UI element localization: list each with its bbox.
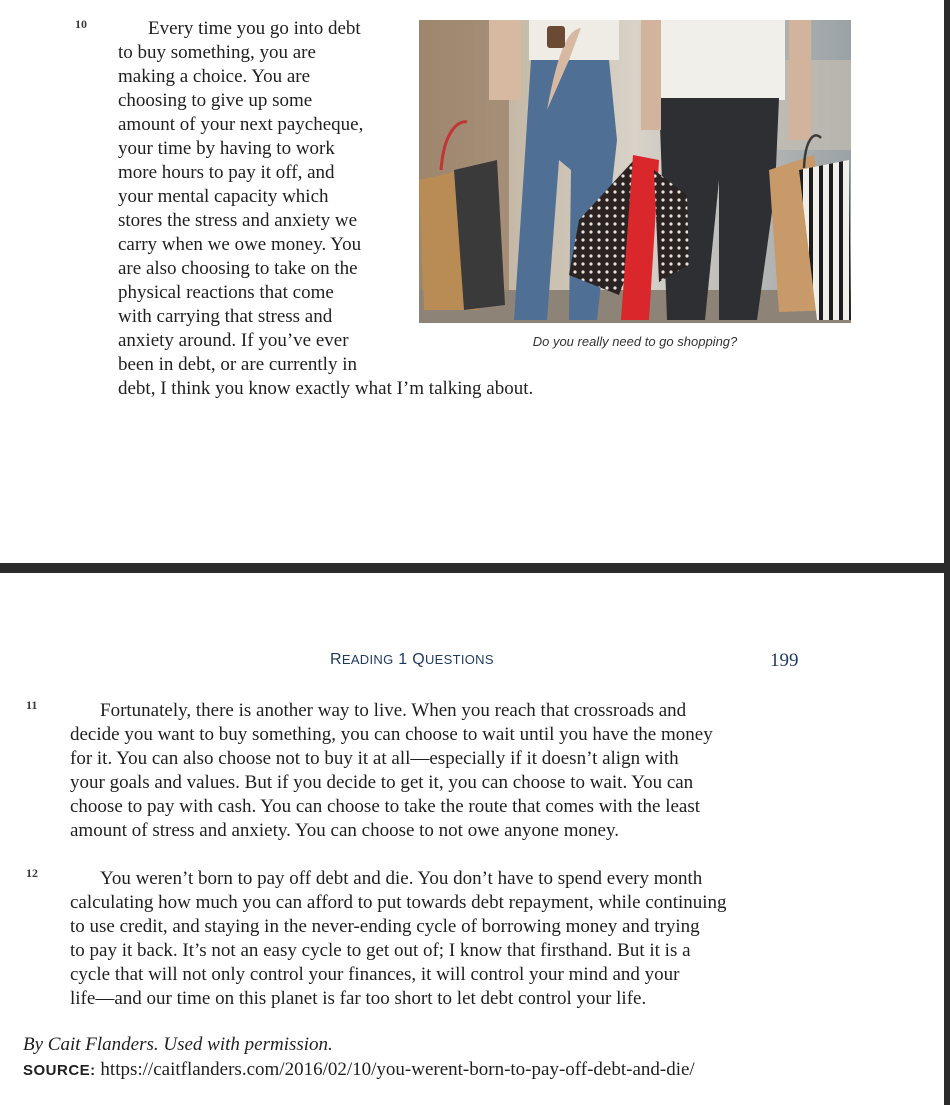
text-line: your goals and values. But if you decide to get it, you can choose to wait. You can [70,772,694,793]
viewer-right-edge [944,0,950,1105]
paragraph-number-12: 12 [26,866,38,880]
paragraph-10 [118,17,418,377]
paragraph-number-11: 11 [26,698,38,712]
text-line: choosing to give up some [118,90,313,111]
page-divider [0,563,950,573]
running-head [330,651,494,669]
source-url[interactable]: https://caitflanders.com/2016/02/10/you-werent-born-to-pay-off-debt-and-die/ [100,1059,695,1080]
text-line: carry when we owe money. You [118,234,362,255]
text-line: You weren’t born to pay off debt and die. You don’t have to spend every month [100,868,703,889]
running-head-cap: R [330,651,342,668]
text-line: amount of your next paycheque, [118,114,364,135]
text-line: to use credit, and staying in the never-ending cycle of borrowing money and trying [70,916,700,937]
text-line: decide you want to buy something, you can choose to wait until you have the money [70,724,713,745]
paragraph-number-10: 10 [75,17,87,31]
paragraph-12 [70,867,810,1011]
text-line: physical reactions that come [118,282,334,303]
running-head-smallcaps: EADING [341,652,394,667]
photo-caption: Do you really need to go shopping? [532,334,738,349]
text-line: life—and our time on this planet is far too short to let debt control your life. [70,988,647,1009]
text-line: anxiety around. If you’ve ever [118,330,349,351]
source-citation [23,1059,695,1081]
text-line: with carrying that stress and [118,306,333,327]
text-line: to buy something, you are [118,42,316,63]
text-line: to pay it back. It’s not an easy cycle to get out of; I know that firsthand. But it is a [70,940,691,961]
text-line: choose to pay with cash. You can choose to take the route that comes with the least [70,796,701,817]
source-label: SOURCE: [23,1062,96,1079]
shopping-photo [419,20,851,323]
running-head-number: 1 [398,651,408,668]
text-line: are also choosing to take on the [118,258,358,279]
text-line: your time by having to work [118,138,335,159]
running-head-cap: Q [412,651,425,668]
text-line: Every time you go into debt [148,18,361,39]
text-line: calculating how much you can afford to put towards debt repayment, while continuing [70,892,727,913]
text-line: stores the stress and anxiety we [118,210,358,231]
text-line: making a choice. You are [118,66,311,87]
text-line: amount of stress and anxiety. You can choose to not owe anyone money. [70,820,619,841]
page-number: 199 [770,650,799,671]
text-line: cycle that will not only control your finances, it will control your mind and your [70,964,680,985]
paragraph-11 [70,699,810,843]
text-line: your mental capacity which [118,186,329,207]
text-line: been in debt, or are currently in [118,354,357,375]
text-line: more hours to pay it off, and [118,162,335,183]
byline: By Cait Flanders. Used with permission. [23,1034,333,1055]
paragraph-10-last-line: debt, I think you know exactly what I’m talking about. [118,378,534,399]
text-line: Fortunately, there is another way to live. When you reach that crossroads and [100,700,687,721]
text-line: for it. You can also choose not to buy it at all—especially if it doesn’t align with [70,748,679,769]
running-head-smallcaps: UESTIONS [424,652,494,667]
